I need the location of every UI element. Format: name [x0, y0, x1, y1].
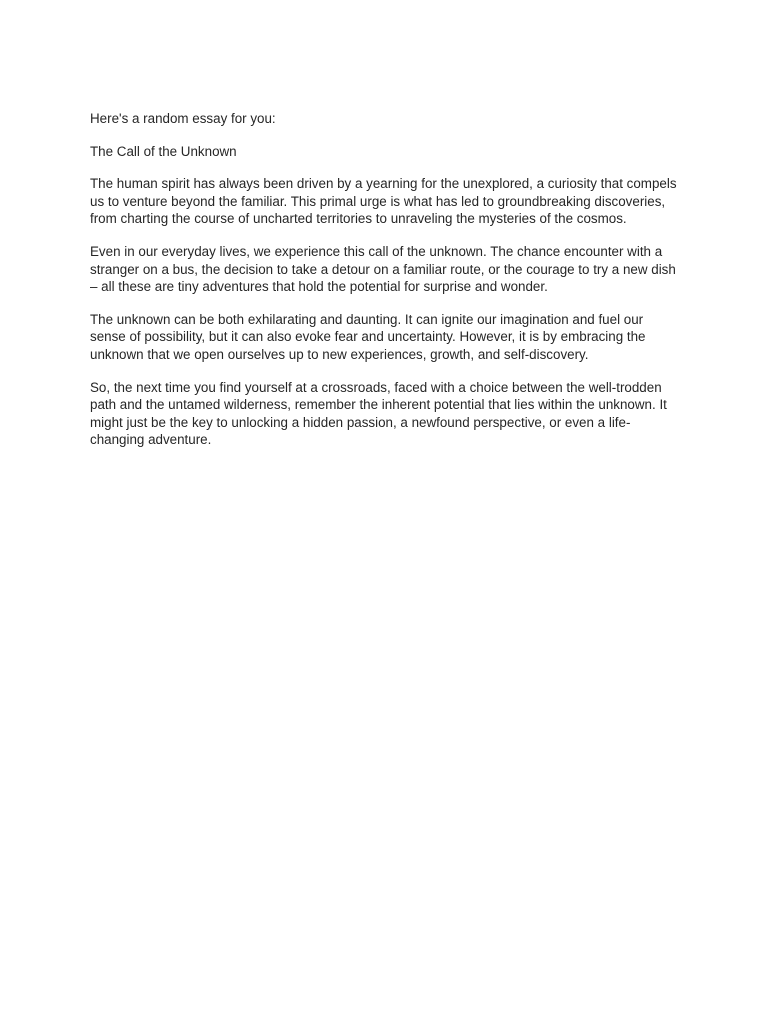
paragraph-4: So, the next time you find yourself at a crossroads, faced with a choice between the well-trodden path and the untamed wilderness, remember the inherent potential that lies within the unknown. It might just be the key to unlocking a hidden passion, a newfound perspective, or even a life-changing adventure.	[90, 379, 667, 448]
essay-title: The Call of the Unknown	[90, 143, 237, 159]
document-body	[90, 110, 682, 464]
paragraph-2: Even in our everyday lives, we experience this call of the unknown. The chance encounter with a stranger on a bus, the decision to take a detour on a familiar route, or the courage to try a new dish – all these are tiny adventures that hold the potential for surprise and wonder.	[90, 243, 676, 295]
paragraph-3: The unknown can be both exhilarating and daunting. It can ignite our imagination and fuel our sense of possibility, but it can also evoke fear and uncertainty. However, it is by embracing the unknown that we open ourselves up to new experiences, growth, and self-discovery.	[90, 311, 646, 362]
intro-line: Here's a random essay for you:	[90, 111, 276, 126]
paragraph-1: The human spirit has always been driven by a yearning for the unexplored, a curiosity that compels us to venture beyond the familiar. This primal urge is what has led to groundbreaking discoveries, from charting the course of uncharted territories to unraveling the mysteries of the cosmos.	[90, 176, 677, 227]
